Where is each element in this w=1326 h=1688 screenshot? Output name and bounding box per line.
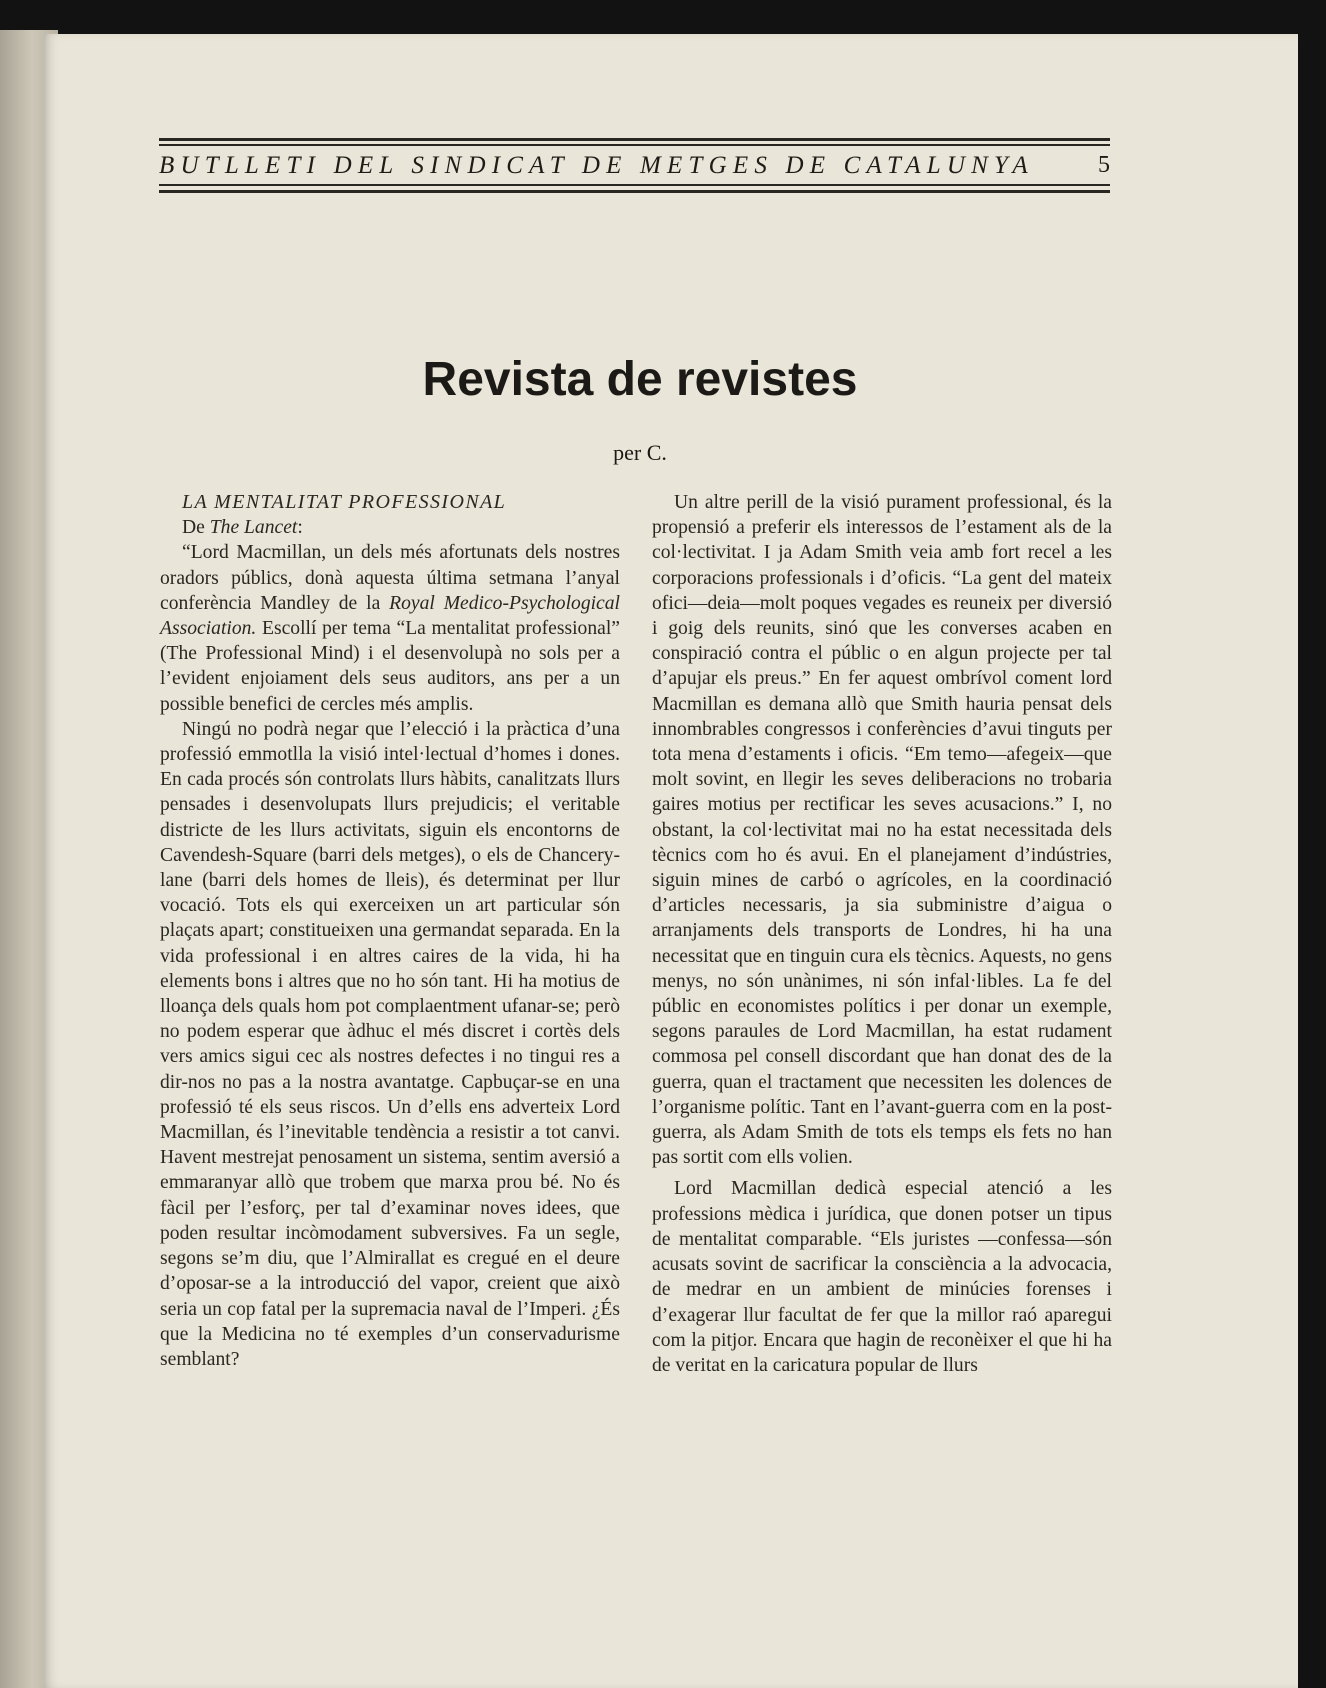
page-number: 5 xyxy=(1098,152,1110,178)
header-top-rule xyxy=(159,138,1110,141)
paragraph xyxy=(160,540,620,716)
left-column xyxy=(160,490,620,1372)
running-title: BUTLLETI DEL SINDICAT DE METGES DE CATALUNYA xyxy=(159,152,1034,179)
running-header xyxy=(159,138,1110,194)
paragraph: Lord Macmillan dedicà especial atenció a les professions mèdica i jurídica, que donen potser un tipus de mentalitat comparable. “Els juristes —confessa—són acusats sovint de sacrificar la consciència a la advocacia, de medrar en un ambient de minúcies forenses i d’exagerar llur facultat de fer que la millor raó aparegui com la pitjor. Encara que hagin de reconèixer el que hi ha de veritat en la caricatura popular de llurs xyxy=(652,1178,1112,1376)
right-column xyxy=(652,490,1112,1378)
source-prefix: De xyxy=(182,517,210,539)
source-journal: The Lancet xyxy=(209,517,298,539)
article-title: Revista de revistes xyxy=(422,353,858,406)
header-bottom-rule xyxy=(159,190,1110,193)
header-bottom-rule-thin xyxy=(159,184,1110,186)
section-title: LA MENTALITAT PROFESSIONAL xyxy=(182,491,507,513)
paragraph: Ningú no podrà negar que l’elecció i la pràctica d’una professió emmotlla la visió intel·lectual d’homes i dones. En cada procés són controlats llurs hàbits, canalitzats llurs pensades i desenvolupats llurs prejudicis; el veritable districte de les llurs activitats, siguin els encontorns de Cavendesh-Square (barri dels metges), o els de Chancery-lane (barri dels homes de lleis), és determinat per llur vocació. Tots els qui exerceixen un art particular són plaçats apart; constitueixen una germandat separada. En la vida professional i en altres caires de la vida, hi ha elements bons i altres que no ho són tant. Hi ha motius de lloança dels quals hom pot complaentment ufanar-se; però no podem esperar que àdhuc el més discret i cortès dels vers amics sigui cec als nostres defectes i no tingui res a dir-nos no pas a la nostra avantatge. Capbuçar-se en una professió té els seus riscos. Un d’ells ens adverteix Lord Macmillan, és l’inevitable tendència a resistir a tot canvi. Havent mestrejat penosament un sistema, sentim aversió a emmaranyar allò que trobem que marxa prou bé. No és fàcil per l’esforç, per tal d’examinar noves idees, que poden resultar incòmodament subversives. Fa un segle, segons se’m diu, que l’Almirallat es cregué en el deure d’oposar-se a la introducció del vapor, creient que això seria un cop fatal per la supremacia naval de l’Imperi. ¿És que la Medicina no té exemples d’un conservadurisme semblant? xyxy=(160,718,620,1370)
paragraph-text: “Lord Macmillan, un dels més afortunats dels nostres oradors públics, donà aquesta última setmana l’anyal conferència Mandley de la xyxy=(160,542,620,614)
association-name: Royal Medico-Psychological Association. xyxy=(160,592,620,640)
paragraph-text: Escollí per tema “La mentalitat professional” (The Professional Mind) i el desenvolupà no sols per a l’evident enjoiament dels seus auditors, ans per a un possible benefici de cercles més amplis. xyxy=(160,618,620,715)
article-byline: per C. xyxy=(613,440,667,465)
paragraph: Un altre perill de la visió purament professional, és la propensió a preferir els interessos de l’estament als de la col·lectivitat. I ja Adam Smith veia amb fort recel a les corporacions professionals i d’oficis. “La gent del mateix ofici—deia—molt poques vegades es reuneix per diversió i goig dels reunits, sinó que les converses acaben en conspiració contra el públic o en algun projecte per tal d’apujar els preus.” En fer aquest ombrívol coment lord Macmillan es demana allò que Smith hauria pensat dels innombrables congressos i conferències d’avui tinguts per tota mena d’estaments i oficis. “Em temo—afegeix—que molt sovint, en llegir les seves deliberacions no trobaria gaires motius per rectificar les seves acusacions.” I, no obstant, la col·lectivitat mai no ha estat necessitada dels tècnics com ho és avui. En el planejament d’indústries, siguin mines de carbó o agrícoles, en la coordinació d’articles necessaris, ja sia subministre d’aigua o arranjaments dels transports de Londres, hi ha una necessitat que en tinguin cura els tècnics. Aquests, no gens menys, no són unànimes, ni són infal·libles. La fe del públic en economistes polítics i per donar un exemple, segons paraules de Lord Macmillan, ha estat rudament commosa pel consell discordant que han donat des de la guerra, quan el tractament que necessiten les dolences de l’organisme polític. Tant en l’avant-guerra com en la post-guerra, als Adam Smith de tots els temps els fets no han pas sortit com ells volien. xyxy=(652,492,1112,1169)
header-top-rule-thin xyxy=(159,144,1110,146)
source-suffix: : xyxy=(297,517,303,539)
source-line xyxy=(160,515,620,540)
